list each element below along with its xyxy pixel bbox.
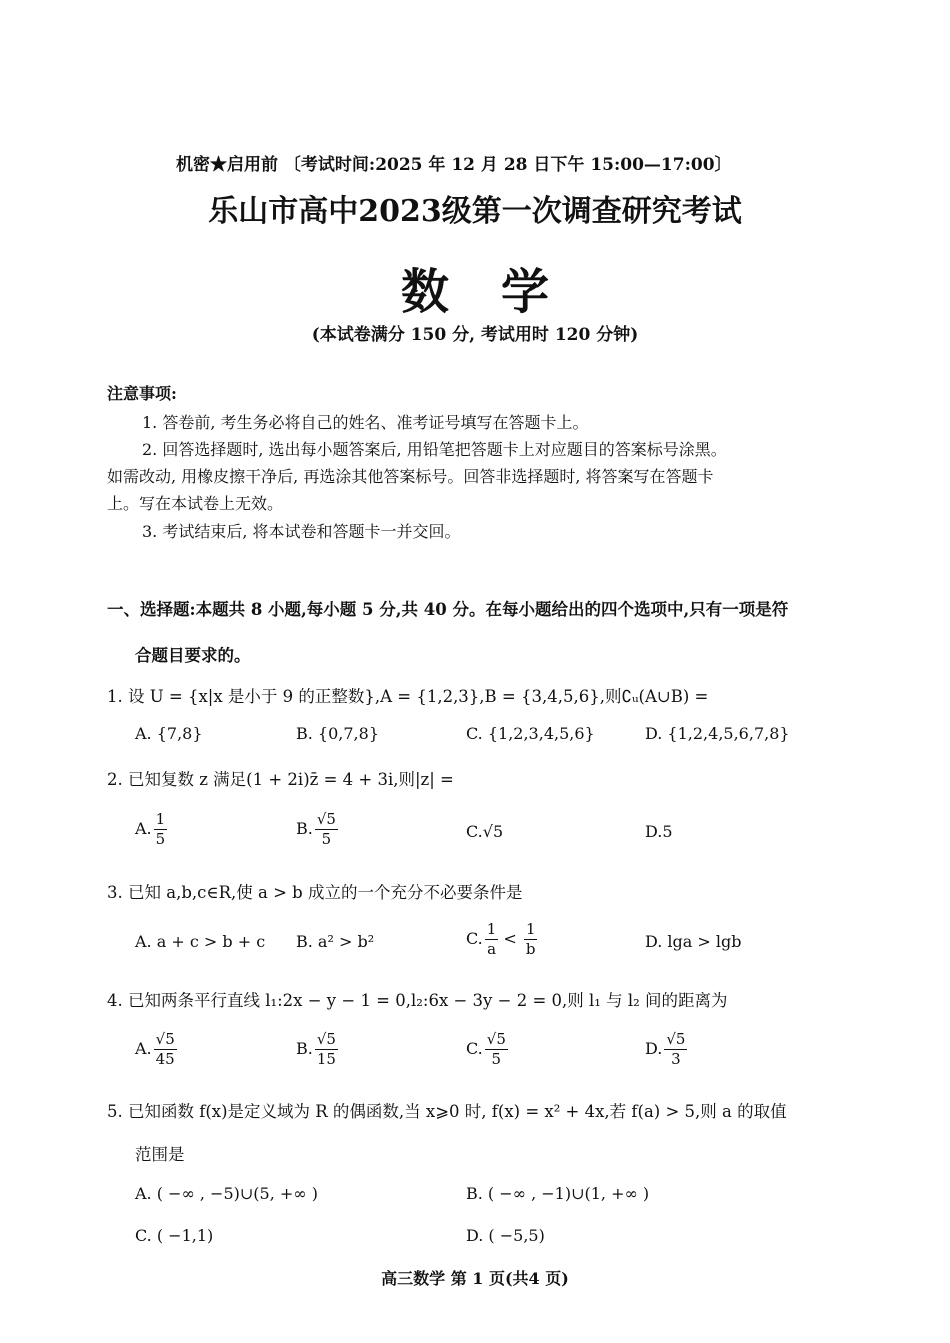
numerator: √5 <box>666 1030 686 1048</box>
question-1-stem: 1. 设 U = {x|x 是小于 9 的正整数},A = {1,2,3},B = {3,4,5,6},则∁ᵤ(A∪B) = <box>107 687 709 706</box>
q5-option-b: B. ( −∞ , −1)∪(1, +∞ ) <box>466 1184 650 1203</box>
notice-line: 上。写在本试卷上无效。 <box>107 494 284 513</box>
option-prefix: B. <box>296 819 313 838</box>
q4-option-b <box>296 1032 338 1067</box>
q3-option-a: A. a + c > b + c <box>135 932 266 951</box>
numerator: 1 <box>486 920 497 938</box>
option-value: 5 <box>662 822 673 841</box>
q5-option-c: C. ( −1,1) <box>135 1226 214 1245</box>
fraction <box>485 922 499 957</box>
numerator: √5 <box>316 1030 336 1048</box>
option-prefix: D. <box>645 1039 663 1058</box>
option-prefix: B. <box>296 1039 313 1058</box>
option-value: √5 <box>482 822 504 841</box>
question-4-stem: 4. 已知两条平行直线 l₁:2x − y − 1 = 0,l₂:6x − 3y − 2 = 0,则 l₁ 与 l₂ 间的距离为 <box>107 991 728 1010</box>
q4-option-c <box>466 1032 508 1067</box>
q5-option-d: D. ( −5,5) <box>466 1226 545 1245</box>
numerator: 1 <box>155 810 166 828</box>
question-2-stem: 2. 已知复数 z 满足(1 + 2i)z̄ = 4 + 3i,则|z| = <box>107 770 454 789</box>
exam-time: 〔考试时间:2025 年 12 月 28 日下午 15:00—17:00〕 <box>283 155 732 175</box>
confidential-header <box>176 150 732 175</box>
q3-option-d: D. lga > lgb <box>645 932 742 951</box>
q2-option-c <box>466 822 503 841</box>
numerator: 1 <box>525 920 536 938</box>
numerator: √5 <box>316 810 336 828</box>
question-5-stem-cont: 范围是 <box>135 1145 185 1164</box>
fraction <box>154 812 168 847</box>
denominator: a <box>487 940 497 958</box>
denominator: b <box>525 940 536 958</box>
fraction <box>154 1032 177 1067</box>
q1-option-a: A. {7,8} <box>135 724 203 743</box>
option-prefix: A. <box>135 1039 152 1058</box>
fraction <box>315 1032 338 1067</box>
notice-line: 如需改动, 用橡皮擦干净后, 再选涂其他答案标号。回答非选择题时, 将答案写在答题卡 <box>107 467 714 486</box>
numerator: √5 <box>486 1030 506 1048</box>
q2-option-a <box>135 812 167 847</box>
denominator: 3 <box>671 1050 681 1068</box>
confidential-label: 机密★启用前 <box>176 155 278 175</box>
notice-heading: 注意事项: <box>107 384 177 403</box>
option-prefix: D. <box>645 822 663 841</box>
denominator: 5 <box>491 1050 502 1068</box>
notice-line: 3. 考试结束后, 将本试卷和答题卡一并交回。 <box>142 522 461 541</box>
option-prefix: A. <box>135 819 152 838</box>
fraction <box>664 1032 687 1067</box>
notice-line: 1. 答卷前, 考生务必将自己的姓名、准考证号填写在答题卡上。 <box>142 413 589 432</box>
section-heading-cont: 合题目要求的。 <box>135 646 251 665</box>
relation: < <box>503 929 517 948</box>
q2-option-b <box>296 812 338 847</box>
page-footer: 高三数学 第 1 页(共4 页) <box>381 1269 569 1288</box>
q1-option-d: D. {1,2,4,5,6,7,8} <box>645 724 790 743</box>
denominator: 15 <box>316 1050 336 1068</box>
numerator: √5 <box>155 1030 175 1048</box>
denominator: 5 <box>155 830 166 848</box>
q3-option-b: B. a² > b² <box>296 932 375 951</box>
notice-line: 2. 回答选择题时, 选出每小题答案后, 用铅笔把答题卡上对应题目的答案标号涂黑。 <box>142 440 727 459</box>
fraction <box>315 812 338 847</box>
denominator: 45 <box>155 1050 175 1068</box>
q3-option-c <box>466 922 538 957</box>
q4-option-a <box>135 1032 177 1067</box>
q1-option-b: B. {0,7,8} <box>296 724 379 743</box>
question-3-stem: 3. 已知 a,b,c∈R,使 a > b 成立的一个充分不必要条件是 <box>107 883 523 902</box>
exam-note: (本试卷满分 150 分, 考试用时 120 分钟) <box>311 325 639 345</box>
denominator: 5 <box>321 830 332 848</box>
option-prefix: C. <box>466 929 483 948</box>
q2-option-d <box>645 822 673 841</box>
exam-title: 乐山市高中2023级第一次调查研究考试 <box>208 194 742 229</box>
option-prefix: C. <box>466 1039 483 1058</box>
section-heading: 一、选择题:本题共 8 小题,每小题 5 分,共 40 分。在每小题给出的四个选项中,只有一项是符 <box>107 600 789 619</box>
q4-option-d <box>645 1032 687 1067</box>
subject-title: 数学 <box>400 264 601 320</box>
q5-option-a: A. ( −∞ , −5)∪(5, +∞ ) <box>135 1184 318 1203</box>
option-prefix: C. <box>466 822 483 841</box>
fraction <box>485 1032 508 1067</box>
fraction <box>524 922 538 957</box>
question-5-stem: 5. 已知函数 f(x)是定义域为 R 的偶函数,当 x⩾0 时, f(x) = x² + 4x,若 f(a) > 5,则 a 的取值 <box>107 1102 787 1121</box>
q1-option-c: C. {1,2,3,4,5,6} <box>466 724 595 743</box>
